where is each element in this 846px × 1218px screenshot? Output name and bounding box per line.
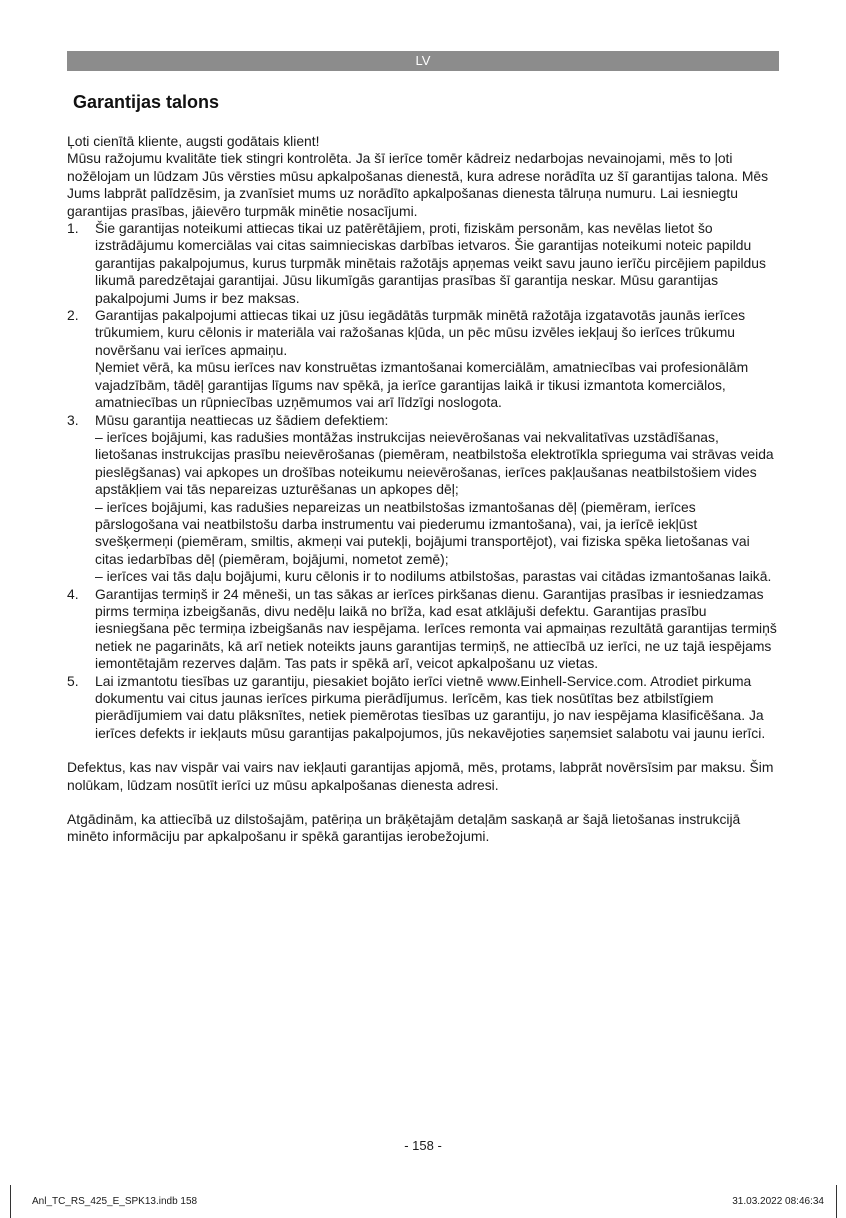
item-number: 2.: [67, 307, 79, 324]
item-paragraph: Šie garantijas noteikumi attiecas tikai uz patērētājiem, proti, fiziskām personām, kas nevēlas lietot šo izstrādājumu komerciālas vai citas saimnieciskas darbības ietvaros. Šie garantijas noteikumi noteic papildu garantijas pakalpojumus, kurus turpmāk minētais ražotājs apņemas veikt savu jauno ierīču pircējiem papildus likumā paredzētajai garantijai. Jūsu likumīgās garantijas prasības šī garantija neskar. Mūsu garantijas pakalpojumi Jums ir bez maksas.: [95, 220, 766, 306]
item-paragraph: – ierīces bojājumi, kas radušies nepareizas un neatbilstošas izmantošanas dēļ (piemēram, ierīces pārslogošana vai neatbilstošu darba instrumentu vai piederumu izmantošana), vai, ja ierīcē iekļūst svešķermeņi (piemēram, smiltis, akmeņi vai putekļi, bojājumi transportējot), vai fiziska spēka lietošanas vai citas iedarbības dēļ (piemēram, bojājumi, nometot zemē);: [95, 498, 750, 567]
closing-paragraph: Atgādinām, ka attiecībā uz dilstošajām, patēriņa un brāķētajām detaļām saskaņā ar šajā lietošanas instrukcijā minēto informāciju par apkalpošanu ir spēkā garantijas ierobežojumi.: [67, 811, 741, 845]
item-paragraph: Mūsu garantija neattiecas uz šādiem defektiem:: [95, 411, 389, 428]
item-number: 5.: [67, 672, 79, 689]
crop-mark-left: [10, 1185, 11, 1218]
spacer: [67, 794, 779, 811]
item-paragraph: Ņemiet vērā, ka mūsu ierīces nav konstruētas izmantošanai komerciālām, amatniecības vai profesionālām vajadzībām, tādēļ garantijas līgums nav spēkā, ja ierīce garantijas laikā ir tikusi izmantota komerciālos, amatniecības un rūpniecības uzņēmumos vai arī līdzīgi noslogota.: [95, 359, 749, 411]
item-paragraph: Garantijas termiņš ir 24 mēneši, un tas sākas ar ierīces pirkšanas dienu. Garantijas prasības ir iesniedzamas pirms termiņa izbeigšanās, divu nedēļu laikā no brīža, kad esat atklājuši defektu. Garantijas prasību iesniegšana pēc termiņa izbeigšanās nav iespējama. Ierīces remonta vai apmaiņas rezultātā garantijas termiņš netiek ne pagarināts, kā arī netiek noteikts jauns garantijas termiņš, ne attiecībā uz ierīci, ne uz tajā iespējams iemontētajām rezerves daļām. Tas pats ir spēkā arī, veicot apkalpošanu uz vietas.: [95, 585, 777, 672]
list-item: [67, 220, 779, 307]
item-number: 1.: [67, 220, 79, 237]
closing-paragraph: Defektus, kas nav vispār vai vairs nav iekļauti garantijas apjomā, mēs, protams, labprāt novērsīsim par maksu. Šim nolūkam, lūdzam nosūtīt ierīci uz mūsu apkalpošanas dienesta adresi.: [67, 759, 774, 793]
conditions-list: [67, 220, 779, 742]
list-item: [67, 307, 779, 411]
spacer: [67, 742, 779, 759]
greeting: Ļoti cienītā kliente, augsti godātais klient!: [67, 133, 320, 149]
page-title: Garantijas talons: [73, 92, 220, 112]
item-paragraph: Lai izmantotu tiesības uz garantiju, piesakiet bojāto ierīci vietnē www.Einhell-Service.com. Atrodiet pirkuma dokumentu vai citus jaunas ierīces pirkuma pierādījumus. Ierīcēm, kas tiek nosūtītas bez atbilstīgiem pierādījumiem vai datu plāksnītes, netiek piemērotas tiesības uz garantiju, jo nav iespējama klasificēšana. Ja ierīces defekts ir iekļauts mūsu garantijas pakalpojumos, jūs nekavējoties saņemsiet salabotu vai jaunu ierīci.: [95, 672, 766, 741]
item-paragraph: Garantijas pakalpojumi attiecas tikai uz jūsu iegādātās turpmāk minētā ražotāja izgatavotās jaunās ierīces trūkumiem, kuru cēlonis ir materiāla vai ražošanas kļūda, un pēc mūsu izvēles iekļauj šo ierīces trūkumu novēršanu vai ierīces apmaiņu.: [95, 307, 746, 358]
intro-paragraph: Mūsu ražojumu kvalitāte tiek stingri kontrolēta. Ja šī ierīce tomēr kādreiz nedarbojas nevainojami, mēs to ļoti nožēlojam un lūdzam Jūs vērsties mūsu apkalpošanas dienestā, kura adrese norādīta uz šī garantijas talona. Mēs Jums labprāt palīdzēsim, ja zvanīsiet mums uz norādīto apkalpošanas dienesta tālruņa numuru. Lai iesniegtu garantijas prasības, jāievēro turpmāk minētie nosacījumi.: [67, 150, 769, 219]
item-paragraph: – ierīces vai tās daļu bojājumi, kuru cēlonis ir to nodilums atbilstošas, parastas vai citādas izmantošanas laikā.: [95, 568, 772, 585]
crop-mark-right: [836, 1185, 837, 1218]
list-item: [67, 586, 779, 673]
item-number: 4.: [67, 585, 79, 602]
list-item: [67, 412, 779, 586]
language-tab: LV: [67, 51, 779, 71]
footer-timestamp: 31.03.2022 08:46:34: [732, 1196, 824, 1207]
list-item: [67, 673, 779, 743]
item-number: 3.: [67, 411, 79, 428]
item-paragraph: – ierīces bojājumi, kas radušies montāžas instrukcijas neievērošanas vai nekvalitatīvas uzstādīšanas, lietošanas instrukcijas prasību neievērošanas (piemēram, neatbilstoša elektrotīkla sprieguma vai strāvas veida pieslēgšanas) vai apkopes un drošības noteikumu neievērošanas, ierīces pakļaušanas neatbilstošiem vides apstākļiem vai tās nepareizas uzturēšanas un apkopes dēļ;: [95, 428, 774, 498]
footer-file-name: Anl_TC_RS_425_E_SPK13.indb 158: [32, 1196, 198, 1207]
page-number: - 158 -: [404, 1138, 442, 1153]
document-body: [67, 133, 779, 846]
